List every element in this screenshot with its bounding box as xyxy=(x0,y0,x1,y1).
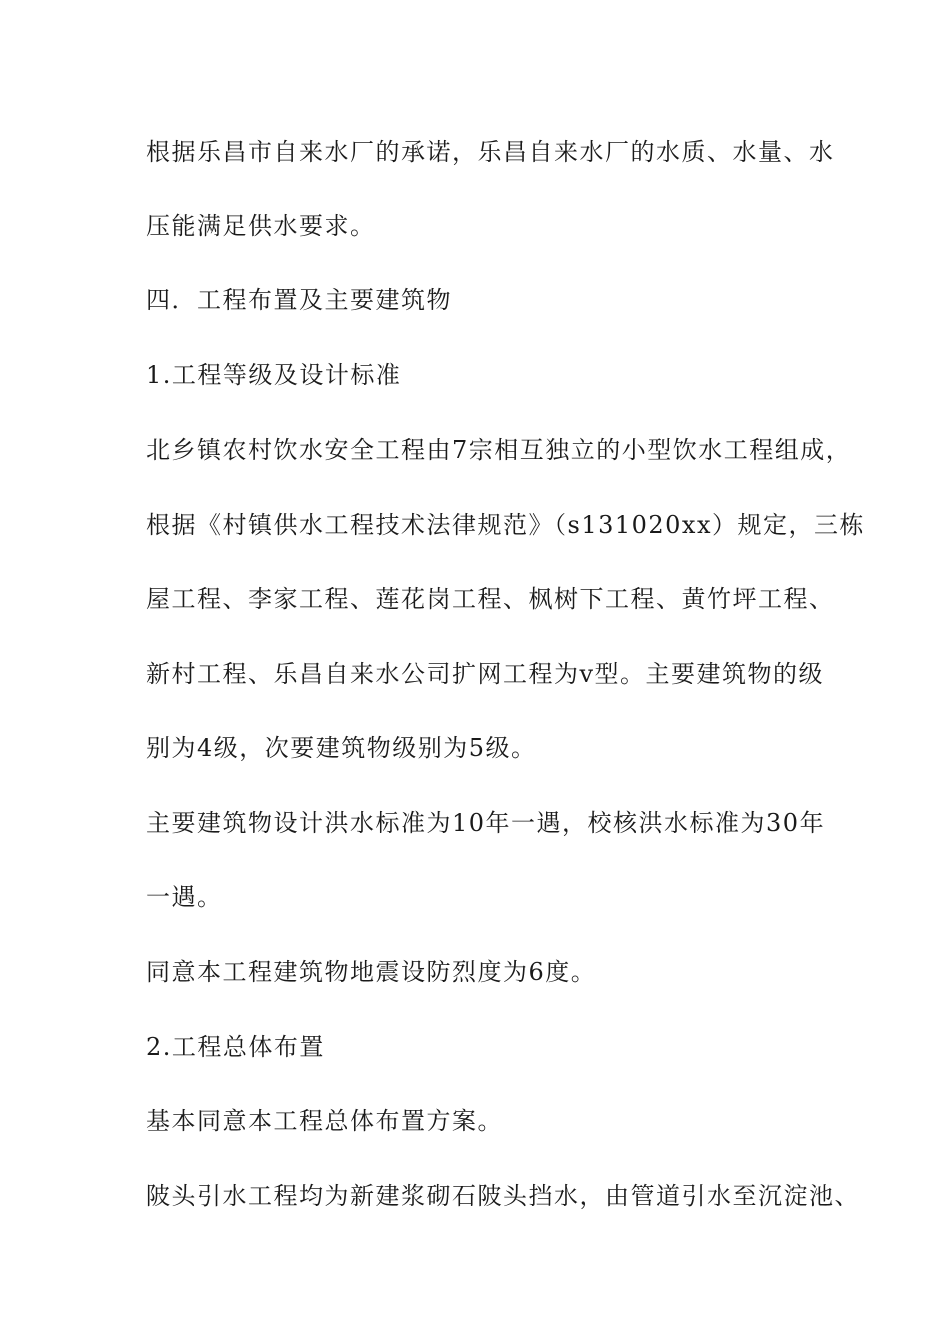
paragraph-line: 陂头引水工程均为新建浆砌石陂头挡水，由管道引水至沉淀池、 xyxy=(146,1182,860,1210)
paragraph-line: 同意本工程建筑物地震设防烈度为6度。 xyxy=(146,958,597,986)
subsection-heading: 1.工程等级及设计标准 xyxy=(146,361,402,389)
paragraph-line: 屋工程、李家工程、莲花岗工程、枫树下工程、黄竹坪工程、 xyxy=(146,585,835,613)
paragraph-line: 根据《村镇供水工程技术法律规范》（s131020xx）规定，三栋 xyxy=(146,511,866,539)
paragraph-line: 北乡镇农村饮水安全工程由7宗相互独立的小型饮水工程组成， xyxy=(146,436,852,464)
paragraph-line: 根据乐昌市自来水厂的承诺，乐昌自来水厂的水质、水量、水 xyxy=(146,138,835,166)
paragraph-line: 基本同意本工程总体布置方案。 xyxy=(146,1107,503,1135)
paragraph-line: 主要建筑物设计洪水标准为10年一遇，校核洪水标准为30年 xyxy=(146,809,826,837)
subsection-heading: 2.工程总体布置 xyxy=(146,1033,325,1061)
paragraph-line: 别为4级，次要建筑物级别为5级。 xyxy=(146,734,537,762)
paragraph-line: 一遇。 xyxy=(146,883,223,911)
section-heading: 四．工程布置及主要建筑物 xyxy=(146,286,452,314)
paragraph-line: 新村工程、乐昌自来水公司扩网工程为v型。主要建筑物的级 xyxy=(146,660,825,688)
paragraph-line: 压能满足供水要求。 xyxy=(146,212,376,240)
